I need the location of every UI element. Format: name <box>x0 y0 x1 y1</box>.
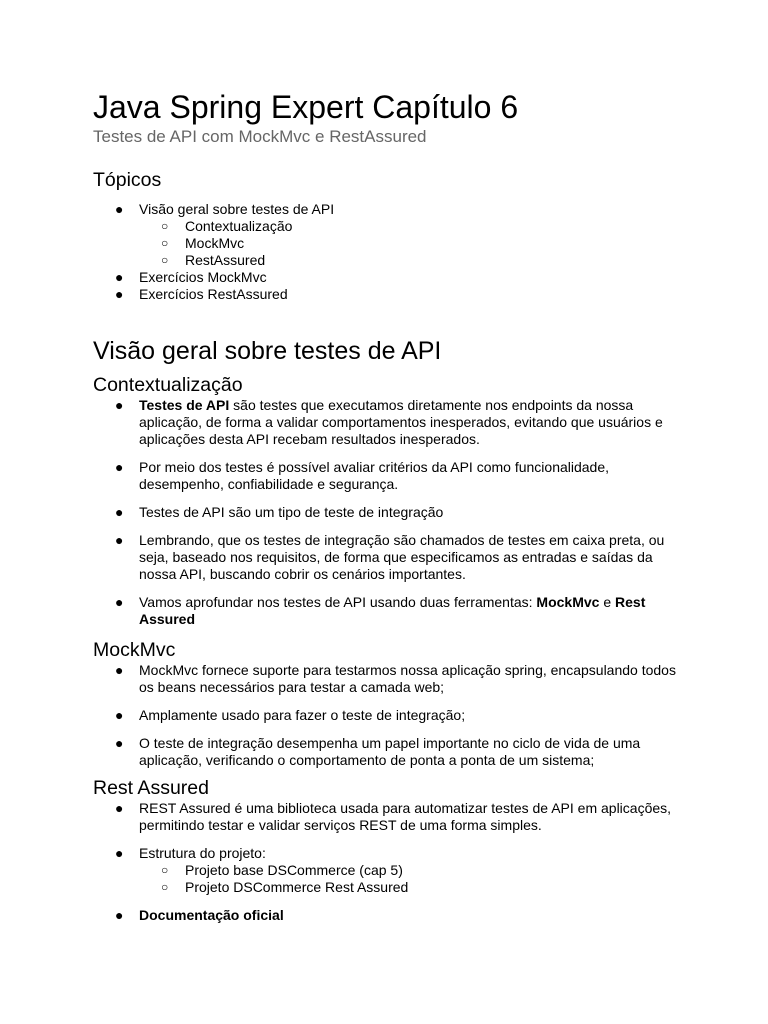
list-item: ● Vamos aprofundar nos testes de API usando duas ferramentas: MockMvc e Rest Assured <box>115 594 646 627</box>
sub-bullet-icon: ○ <box>161 880 169 894</box>
list-item: ● Lembrando, que os testes de integração são chamados de testes em caixa preta, ou seja, baseado nos requisitos, de forma que especificamos as entradas e saídas da nossa API, buscando cobrir os cenários importantes. <box>115 532 665 582</box>
restassured-list <box>93 800 683 924</box>
bullet-icon: ● <box>115 845 124 861</box>
bullet-icon: ● <box>115 269 124 285</box>
list-item: ● Testes de API são um tipo de teste de integração <box>115 504 444 520</box>
doc-title: Java Spring Expert Capítulo 6 <box>93 89 519 125</box>
list-item: ○ Projeto DSCommerce Rest Assured <box>161 879 409 895</box>
bullet-icon: ● <box>115 907 124 923</box>
bullet-icon: ● <box>115 532 124 548</box>
list-item: ● Exercícios MockMvc <box>115 269 267 285</box>
bullet-icon: ● <box>115 397 124 413</box>
list-item: ● MockMvc fornece suporte para testarmos nossa aplicação spring, encapsulando todos os beans necessários para testar a camada web; <box>115 662 676 695</box>
topics-heading: Tópicos <box>93 169 162 191</box>
restassured-heading: Rest Assured <box>93 777 209 799</box>
sub-bullet-icon: ○ <box>161 863 169 877</box>
list-item: ● Por meio dos testes é possível avaliar critérios da API como funcionalidade, desempenho, confiabilidade e segurança. <box>115 459 610 492</box>
context-list <box>93 397 683 628</box>
list-item: ○ Contextualização <box>161 218 293 234</box>
list-item: ● REST Assured é uma biblioteca usada para automatizar testes de API em aplicações, permitindo testar e validar serviços REST de uma forma simples. <box>115 800 672 833</box>
overview-heading: Visão geral sobre testes de API <box>93 337 442 365</box>
list-item <box>93 907 683 924</box>
bullet-icon: ● <box>115 800 124 816</box>
docs-link[interactable]: Documentação oficial <box>139 907 284 923</box>
doc-subtitle: Testes de API com MockMvc e RestAssured <box>93 127 427 146</box>
list-item: ● Testes de API são testes que executamos diretamente nos endpoints da nossa aplicação, de forma a validar comportamentos inesperados, evitando que usuários e aplicações desta API recebam resultados inesperados. <box>115 397 663 447</box>
list-item: ● Estrutura do projeto: <box>115 845 266 861</box>
bullet-icon: ● <box>115 459 124 475</box>
bullet-icon: ● <box>115 662 124 678</box>
bullet-icon: ● <box>115 504 124 520</box>
list-item: ○ MockMvc <box>161 235 245 251</box>
context-heading: Contextualização <box>93 374 243 396</box>
topics-list <box>93 201 683 303</box>
list-item: ● O teste de integração desempenha um papel importante no ciclo de vida de uma aplicação, verificando o comportamento de ponta a ponta de um sistema; <box>115 735 641 768</box>
bullet-icon: ● <box>115 735 124 751</box>
document-page <box>93 88 683 924</box>
list-item: ○ Projeto base DSCommerce (cap 5) <box>161 862 403 878</box>
bullet-icon: ● <box>115 707 124 723</box>
sub-bullet-icon: ○ <box>161 236 169 250</box>
list-item: ● Visão geral sobre testes de API <box>115 201 335 217</box>
bullet-icon: ● <box>115 201 124 217</box>
list-item: ○ RestAssured <box>161 252 266 268</box>
sub-bullet-icon: ○ <box>161 253 169 267</box>
bullet-icon: ● <box>115 594 124 610</box>
sub-bullet-icon: ○ <box>161 219 169 233</box>
list-item: ● Exercícios RestAssured <box>115 286 288 302</box>
bullet-icon: ● <box>115 286 124 302</box>
mockmvc-heading: MockMvc <box>93 639 176 661</box>
list-item: ● Amplamente usado para fazer o teste de integração; <box>115 707 466 723</box>
mockmvc-list <box>93 662 683 769</box>
